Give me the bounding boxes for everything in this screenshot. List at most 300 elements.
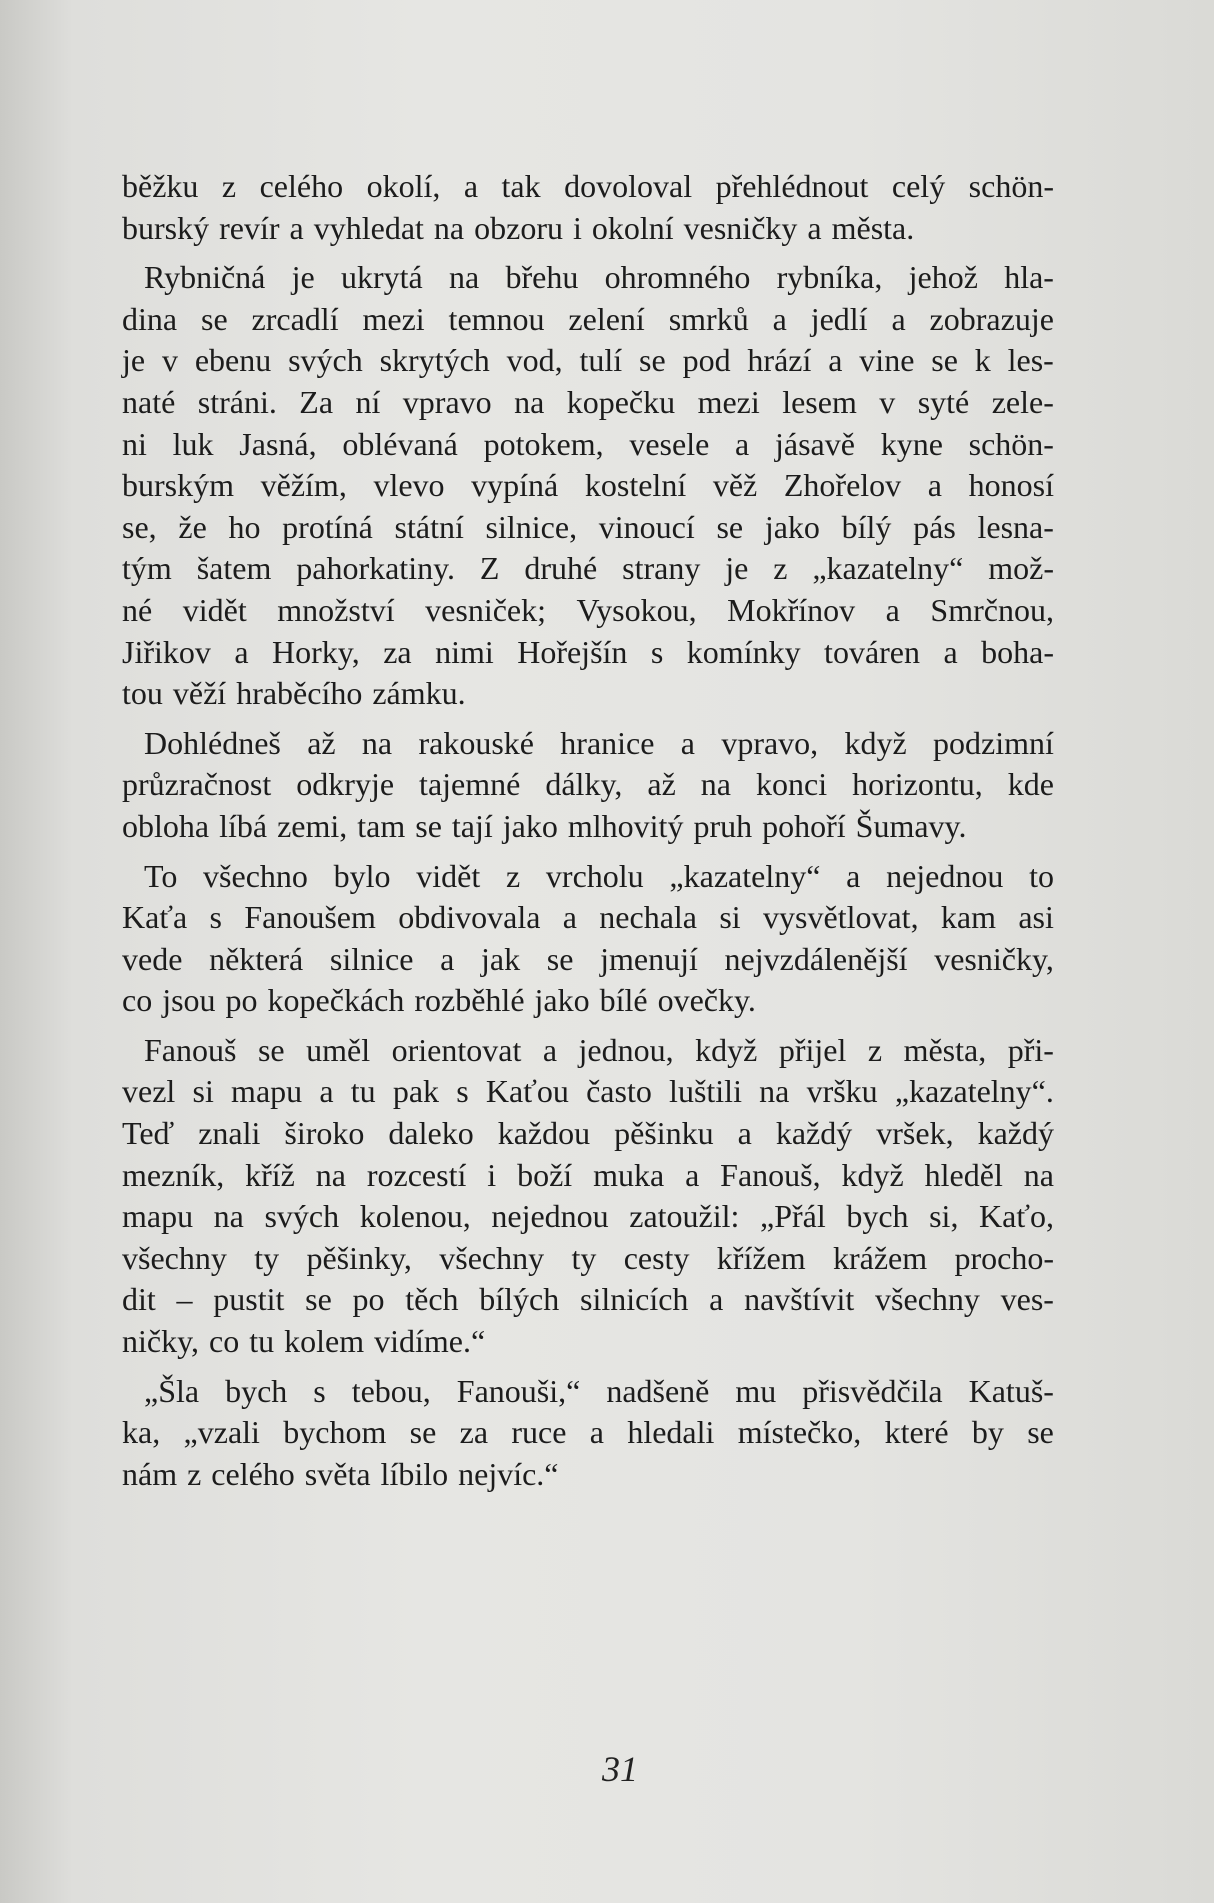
word: je (725, 550, 749, 587)
word: Dohlédneš (144, 724, 281, 761)
word: až (647, 766, 676, 803)
word: burský (122, 209, 210, 246)
word: okolní (591, 209, 674, 246)
word: pak (392, 1073, 440, 1110)
word: a (589, 1414, 604, 1451)
word: po (225, 982, 258, 1019)
word: jako (764, 508, 820, 545)
word: a (289, 209, 304, 246)
word: okolí, (366, 168, 441, 204)
word: zámku. (372, 675, 466, 712)
word: místečko, (737, 1414, 862, 1451)
word: Kaťa (122, 899, 188, 936)
word: bych (225, 1372, 288, 1409)
word: znali (198, 1115, 261, 1152)
word: a (234, 633, 249, 670)
word: všechny (875, 1281, 980, 1318)
word: tají (451, 807, 493, 844)
text-line (122, 382, 1054, 424)
word: kde (1007, 766, 1054, 803)
word: a (562, 899, 577, 936)
word: silnice (329, 940, 414, 977)
text-line (122, 764, 1054, 806)
word: z (221, 168, 237, 204)
word: mu (735, 1372, 777, 1409)
text-line (122, 590, 1054, 632)
word: vyhledat (313, 209, 424, 246)
word: orientovat (391, 1031, 522, 1068)
word: když (841, 1156, 904, 1193)
word: těch (405, 1281, 459, 1318)
word: tak (501, 168, 541, 204)
word: dovoloval (564, 168, 693, 204)
word: silnice, (485, 508, 578, 545)
word: zele- (991, 383, 1054, 420)
word: konci (756, 766, 828, 803)
word: vpravo, (721, 724, 819, 761)
word: na (361, 724, 393, 761)
word: kam (940, 899, 996, 936)
paragraph-gap (122, 848, 1054, 856)
text-line (122, 1238, 1054, 1280)
word: každou (497, 1115, 591, 1152)
word: odkryje (296, 766, 395, 803)
text-line (122, 208, 1054, 250)
word: nimi (435, 633, 494, 670)
word: vrcholu (545, 857, 644, 894)
word: a (463, 168, 479, 204)
word: bílých (479, 1281, 560, 1318)
word: z (867, 1031, 883, 1068)
word: se (305, 1281, 332, 1318)
word: a (927, 467, 942, 504)
word: nejednou (491, 1198, 609, 1235)
word: lesem (782, 383, 857, 420)
word: protíná (282, 508, 373, 545)
word: ničky, (122, 1323, 200, 1360)
word: a (807, 209, 822, 246)
word: pěšinky, (306, 1239, 412, 1276)
word: obdivovala (398, 899, 541, 936)
word: přehlédnout (715, 168, 869, 204)
word: vezl (122, 1073, 176, 1110)
word: hraběcího (236, 675, 363, 712)
word: hledali (627, 1414, 715, 1451)
text-line (122, 1071, 1054, 1113)
word: na (433, 209, 465, 246)
word: každý (977, 1115, 1054, 1152)
word: ovečky. (657, 982, 756, 1019)
word: komínky (686, 633, 801, 670)
text-line (122, 1155, 1054, 1197)
text-line (122, 1454, 1054, 1496)
word: celého (259, 168, 344, 204)
word: zelení (568, 300, 645, 337)
word: kolenou, (359, 1198, 471, 1235)
word: jásavě (774, 425, 855, 462)
word: Kaťou (485, 1073, 569, 1110)
word: „Přál (759, 1198, 826, 1235)
word: dálky, (545, 766, 623, 803)
word: vede (122, 940, 183, 977)
word: „kazatelny“. (894, 1073, 1054, 1110)
word: tu (350, 1073, 376, 1110)
word: nejvíc.“ (458, 1455, 559, 1492)
word: strany (622, 550, 701, 587)
word: smrků (668, 300, 749, 337)
word: pás (913, 508, 956, 545)
text-line (122, 1321, 1054, 1363)
word: ves- (1000, 1281, 1054, 1318)
word: a (891, 300, 906, 337)
text-line (122, 424, 1054, 466)
word: šatem (196, 550, 272, 587)
word: ohromného (604, 259, 751, 296)
word: „vzali (183, 1414, 260, 1451)
text-line (122, 897, 1054, 939)
word: jehož (908, 259, 978, 296)
word: které (884, 1414, 949, 1451)
word: ukrytá (340, 259, 423, 296)
word: luštili (669, 1073, 742, 1110)
word: vod, (506, 342, 563, 379)
word: mapu (122, 1198, 194, 1235)
word: Za (299, 383, 334, 420)
text-line (122, 980, 1054, 1022)
word: i (487, 1156, 497, 1193)
word: vesele (629, 425, 710, 462)
word: se (546, 940, 574, 977)
word: hrází (747, 342, 812, 379)
word: Rybničná (144, 259, 266, 296)
word: „kazatelny“ (669, 857, 821, 894)
word: pruh (693, 807, 753, 844)
word: nejvzdálenější (724, 940, 908, 977)
word: vršku (806, 1073, 878, 1110)
word: rakouské (418, 724, 534, 761)
word: vidíme.“ (374, 1323, 486, 1360)
text-line (122, 340, 1054, 382)
word: kopečkách (267, 982, 405, 1019)
word: a (542, 1031, 558, 1068)
word: se (639, 342, 666, 379)
word: hleděl (924, 1156, 1003, 1193)
word: a (737, 1115, 752, 1152)
text-line (122, 1371, 1054, 1413)
word: některá (209, 940, 304, 977)
word: nadšeně (606, 1372, 710, 1409)
word: celého (211, 1455, 295, 1492)
word: Kaťo, (979, 1198, 1054, 1235)
word: s (209, 899, 222, 936)
word: továren (824, 633, 920, 670)
word: běžku (122, 168, 199, 204)
word: mezi (362, 300, 425, 337)
word: Smrčnou, (930, 591, 1054, 628)
word: co (122, 982, 153, 1019)
text-line (122, 465, 1054, 507)
paragraph-gap (122, 715, 1054, 723)
word: podzimní (933, 724, 1054, 761)
word: ty (254, 1239, 280, 1276)
word: Katuš- (968, 1372, 1054, 1409)
word: pod (682, 342, 731, 379)
word: procho- (954, 1239, 1054, 1276)
word: dina (122, 300, 178, 337)
word: vesničky (683, 209, 798, 246)
word: s (313, 1372, 326, 1409)
word: boží (517, 1156, 573, 1193)
word: a (680, 724, 695, 761)
text-line (122, 1196, 1054, 1238)
word: všechny (122, 1239, 227, 1276)
word: široko (284, 1115, 365, 1152)
word: že (178, 508, 207, 545)
text-line (122, 632, 1054, 674)
word: honosí (968, 467, 1054, 504)
word: se (716, 508, 744, 545)
word: né (122, 591, 153, 628)
page-number: 31 (602, 1749, 638, 1789)
word: města. (831, 209, 915, 246)
word: až (307, 724, 336, 761)
body-text (122, 166, 1054, 1495)
word: na (514, 383, 545, 420)
word: k (974, 342, 991, 379)
word: horizontu, (852, 766, 983, 803)
word: vysvětlovat, (763, 899, 919, 936)
word: ho (228, 508, 261, 545)
text-line (122, 1279, 1054, 1321)
word: množství (277, 591, 395, 628)
word: temnou (448, 300, 545, 337)
word: státní (394, 508, 464, 545)
word: nejednou (886, 857, 1004, 894)
word: Horky, (272, 633, 360, 670)
word: hla- (1004, 259, 1054, 296)
word: potokem, (483, 425, 604, 462)
word: vlevo (373, 467, 445, 504)
word: na (449, 259, 480, 296)
word: silnicích (579, 1281, 689, 1318)
word: Fanouš (144, 1031, 237, 1068)
text-line (122, 257, 1054, 299)
word: je (122, 342, 146, 379)
word: vypíná (471, 467, 559, 504)
word: burským (122, 467, 234, 504)
word: jmenují (600, 940, 698, 977)
word: na (213, 1198, 244, 1235)
paragraph-gap (122, 249, 1054, 257)
text-line (122, 673, 1054, 715)
word: se (931, 342, 958, 379)
word: i (572, 209, 582, 246)
word: vinoucí (598, 508, 695, 545)
text-line (122, 299, 1054, 341)
word: Fanouš, (720, 1156, 821, 1193)
word: vesniček; (425, 591, 546, 628)
word: pustit (213, 1281, 285, 1318)
word: líbilo (380, 1455, 449, 1492)
word: se (257, 1031, 285, 1068)
word: revír (219, 209, 280, 246)
word: jako (502, 807, 558, 844)
word: pahorkatiny. (296, 550, 455, 587)
word: tam (357, 807, 406, 844)
word: vidět (182, 591, 247, 628)
word: města, (903, 1031, 987, 1068)
word: všechno (203, 857, 308, 894)
word: se (409, 1414, 437, 1451)
word: mezi (697, 383, 760, 420)
word: a (319, 1073, 334, 1110)
word: jak (480, 940, 521, 977)
text-line (122, 507, 1054, 549)
word: ruce (511, 1414, 567, 1451)
word: z (187, 1455, 202, 1492)
word: se, (122, 508, 157, 545)
word: oblévaná (342, 425, 458, 462)
word: rybníka, (776, 259, 883, 296)
word: tajemné (419, 766, 521, 803)
word: mlhovitý (567, 807, 684, 844)
word: na (315, 1156, 346, 1193)
text-line (122, 548, 1054, 590)
word: luk (172, 425, 214, 462)
word: dit (122, 1281, 156, 1318)
word: rozběhlé (414, 982, 525, 1019)
word: zobrazuje (929, 300, 1054, 337)
word: ka, (122, 1414, 161, 1451)
word: se (415, 807, 442, 844)
word: a (885, 591, 900, 628)
word: muka (593, 1156, 665, 1193)
word: vidět (416, 857, 481, 894)
word: asi (1018, 899, 1054, 936)
word: bylo (333, 857, 391, 894)
word: a (440, 940, 455, 977)
word: se (200, 300, 228, 337)
word: ní (355, 383, 381, 420)
word: les- (1007, 342, 1054, 379)
word: co (209, 1323, 240, 1360)
word: líbá (219, 807, 268, 844)
text-line (122, 1113, 1054, 1155)
word: s (456, 1073, 469, 1110)
word: často (586, 1073, 652, 1110)
word: vršek, (876, 1115, 954, 1152)
word: jsou (162, 982, 216, 1019)
word: a (685, 1156, 700, 1193)
word: když (844, 724, 907, 761)
word: pěšinku (614, 1115, 714, 1152)
word: Šumavy. (855, 807, 967, 844)
word: Hořejšín (517, 633, 628, 670)
word: „kazatelny“ (812, 550, 964, 587)
word: krážem (832, 1239, 928, 1276)
word: stráni. (197, 383, 277, 420)
word: je (291, 259, 315, 296)
word: průzračnost (122, 766, 272, 803)
word: tou (122, 675, 163, 712)
word: a (943, 633, 958, 670)
word: zatoužil: (629, 1198, 740, 1235)
text-line (122, 166, 1054, 208)
word: a (735, 425, 750, 462)
word: křížem (716, 1239, 806, 1276)
word: vpravo (402, 383, 492, 420)
word: tým (122, 550, 172, 587)
word: kříž (245, 1156, 295, 1193)
word: kyne (880, 425, 943, 462)
word: To (144, 857, 178, 894)
word: obloha (122, 807, 210, 844)
word: Vysokou, (576, 591, 697, 628)
word: v (161, 342, 178, 379)
word: a (828, 342, 843, 379)
word: Fanoušem (244, 899, 376, 936)
word: na (759, 1073, 790, 1110)
word: schön- (968, 168, 1054, 204)
paragraph-gap (122, 1363, 1054, 1371)
word: a (846, 857, 861, 894)
word: bílý (841, 508, 892, 545)
word: a (772, 300, 787, 337)
word: na (700, 766, 731, 803)
word: kostelní (584, 467, 687, 504)
text-line (122, 1412, 1054, 1454)
word: Jiřikov (122, 633, 211, 670)
text-line (122, 939, 1054, 981)
word: s (650, 633, 664, 670)
word: mezník, (122, 1156, 225, 1193)
word: Z (479, 550, 500, 587)
word: vine (859, 342, 915, 379)
word: přisvědčila (802, 1372, 943, 1409)
word: kolem (284, 1323, 365, 1360)
word: – (176, 1281, 193, 1318)
word: syté (917, 383, 970, 420)
text-line (122, 1030, 1054, 1072)
word: mož- (988, 550, 1054, 587)
word: z (505, 857, 521, 894)
word: se (1027, 1414, 1054, 1451)
word: svých (264, 1198, 340, 1235)
word: daleko (388, 1115, 474, 1152)
word: si, (929, 1198, 959, 1235)
word: světa (304, 1455, 371, 1492)
word: Mokřínov (727, 591, 856, 628)
word: rozcestí (366, 1156, 467, 1193)
word: celý (891, 168, 946, 204)
word: kopečku (566, 383, 676, 420)
word: bychom (283, 1414, 387, 1451)
word: zrcadlí (251, 300, 339, 337)
word: věžím, (260, 467, 347, 504)
word: jednou, (578, 1031, 674, 1068)
word: si (719, 899, 741, 936)
text-line (122, 806, 1054, 848)
word: hranice (560, 724, 655, 761)
word: věží (172, 675, 227, 712)
word: v (879, 383, 896, 420)
word: vesničky, (934, 940, 1054, 977)
word: za (383, 633, 412, 670)
word: po (352, 1281, 385, 1318)
word: jako (534, 982, 590, 1019)
word: na (1023, 1156, 1054, 1193)
word: tu (249, 1323, 275, 1360)
